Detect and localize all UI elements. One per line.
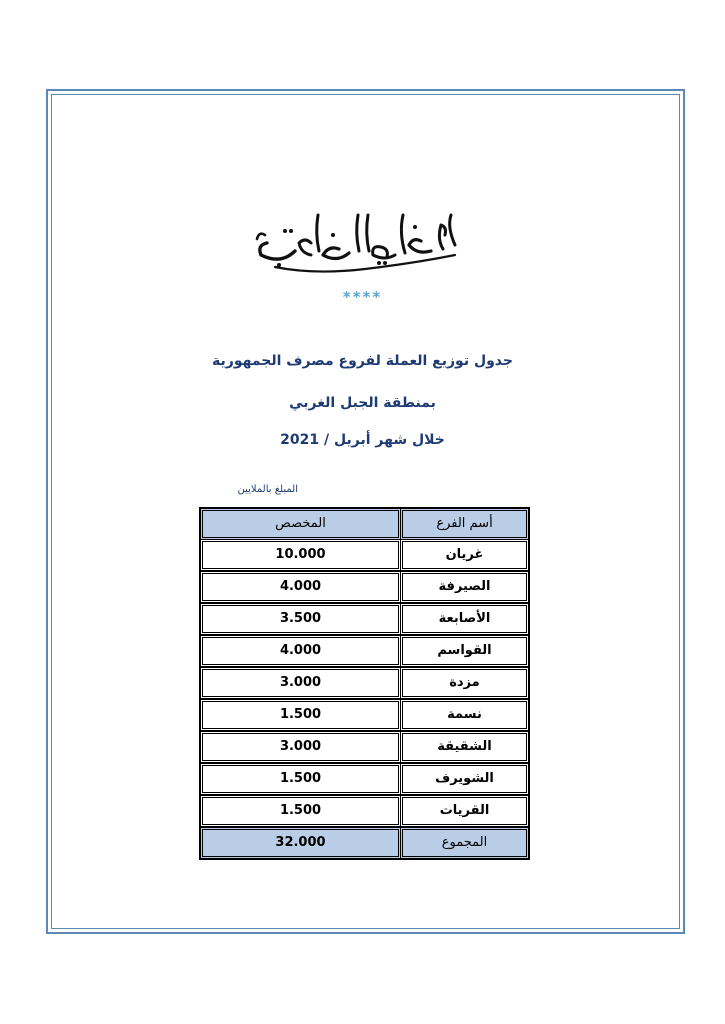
table-row <box>200 795 529 827</box>
table-row <box>200 731 529 763</box>
central-bank-logo <box>245 205 470 277</box>
header-branch: أسم الفرع <box>401 508 530 540</box>
branch-name-cell: الأصابعة <box>401 603 530 635</box>
calligraphy-logo-icon <box>245 205 470 277</box>
title-line-1: جدول توزيع العملة لفروع مصرف الجمهورية <box>212 353 513 369</box>
branch-name-cell: القريات <box>401 795 530 827</box>
allocation-cell: 10.000 <box>200 540 401 572</box>
allocation-cell: 1.500 <box>200 763 401 795</box>
title-line-3: خلال شهر أبريل / 2021 <box>280 432 445 448</box>
allocation-cell: 4.000 <box>200 571 401 603</box>
allocation-table <box>199 507 530 860</box>
branch-name-cell: الشويرف <box>401 763 530 795</box>
table-row <box>200 667 529 699</box>
table-row <box>200 571 529 603</box>
table-row <box>200 763 529 795</box>
branch-name-cell: القواسم <box>401 635 530 667</box>
title-line-2: بمنطقة الجبل الغربي <box>289 395 436 411</box>
branch-name-cell: مزدة <box>401 667 530 699</box>
branch-name-cell: غريان <box>401 540 530 572</box>
ornament-stars: **** <box>342 288 383 306</box>
allocation-cell: 3.500 <box>200 603 401 635</box>
amount-unit-note: المبلغ بالملايين <box>237 484 298 495</box>
header-allocation: المخصص <box>200 508 401 540</box>
branch-name-cell: نسمة <box>401 699 530 731</box>
branch-name-cell: الصيرفة <box>401 571 530 603</box>
allocation-cell: 1.500 <box>200 795 401 827</box>
total-row <box>200 827 529 859</box>
table-row <box>200 540 529 572</box>
allocation-cell: 3.000 <box>200 731 401 763</box>
total-label-cell: المجموع <box>401 827 530 859</box>
table-header-row <box>200 508 529 540</box>
total-value-cell: 32.000 <box>200 827 401 859</box>
allocation-cell: 4.000 <box>200 635 401 667</box>
table-row <box>200 603 529 635</box>
allocation-cell: 1.500 <box>200 699 401 731</box>
table-row <box>200 635 529 667</box>
table-row <box>200 699 529 731</box>
branch-name-cell: الشقيقة <box>401 731 530 763</box>
allocation-cell: 3.000 <box>200 667 401 699</box>
